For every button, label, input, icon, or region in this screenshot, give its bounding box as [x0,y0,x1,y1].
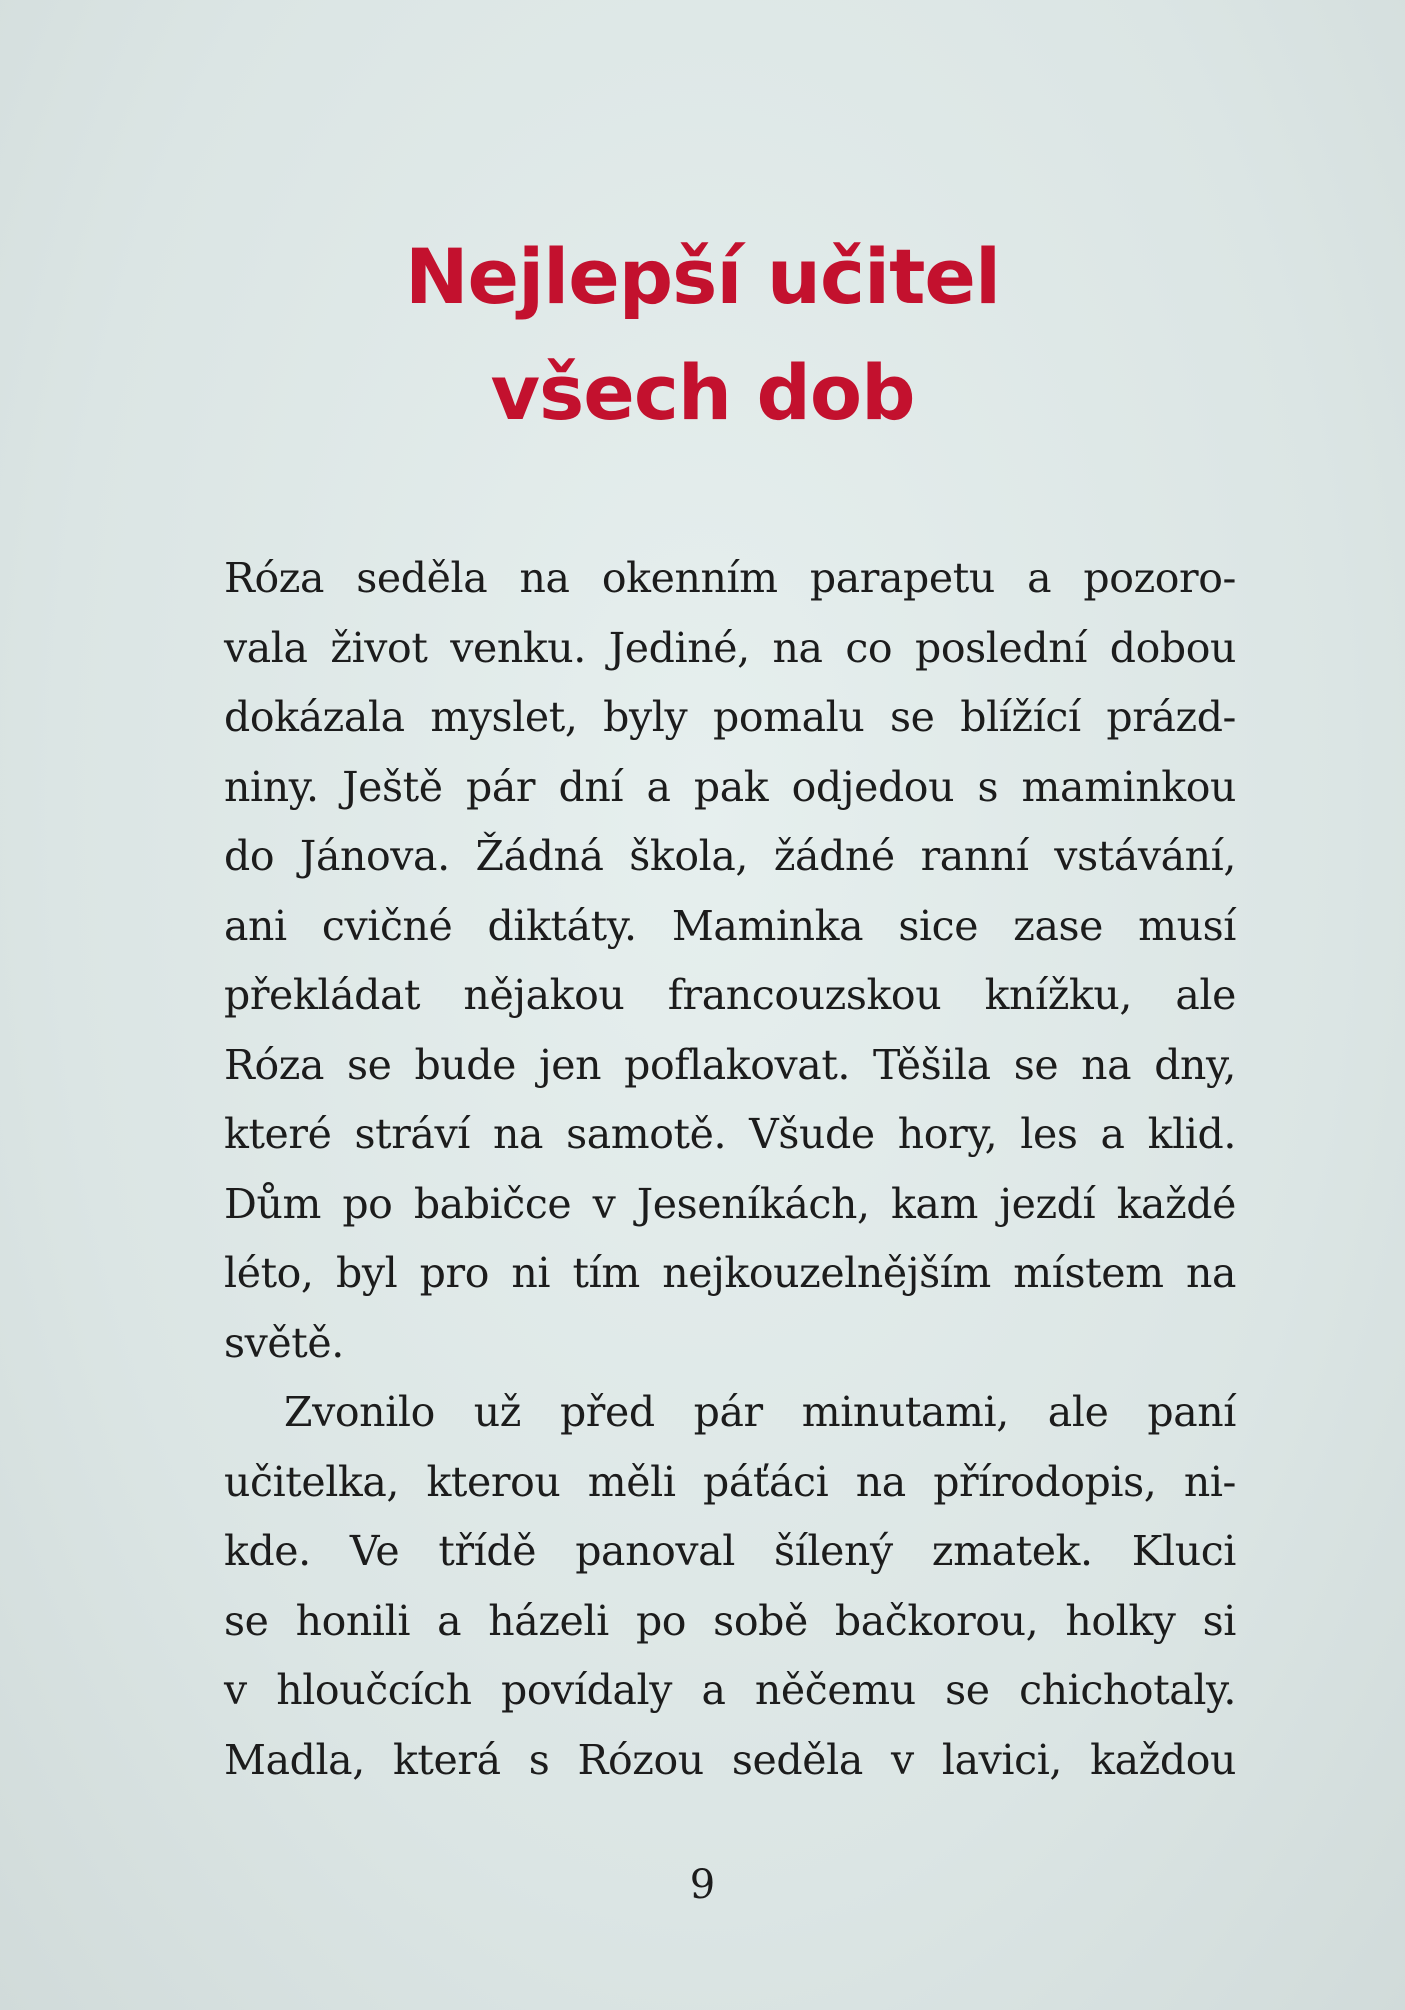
text-line: Róza se bude jen poflakovat. Těšila se na dny, [224,1040,1236,1089]
text-line: niny. Ještě pár dní a pak odjedou s maminkou [224,762,1236,811]
text-line: překládat nějakou francouzskou knížku, ale [224,971,1236,1019]
chapter-body [224,544,1236,1795]
text-line: kde. Ve třídě panoval šílený zmatek. Kluci [224,1527,1236,1575]
paragraph-2 [224,1378,1236,1795]
text-line: Dům po babičce v Jeseníkách, kam jezdí každé [224,1179,1236,1228]
text-line: které stráví na samotě. Všude hory, les a klid. [224,1110,1236,1158]
text-line: Róza seděla na okenním parapetu a pozoro- [224,554,1236,602]
chapter-title-line-1: Nejlepší učitel [404,231,1001,321]
text-line: do Jánova. Žádná škola, žádné ranní vstávání, [224,832,1236,880]
text-line: učitelka, kterou měli páťáci na přírodopis, ni- [224,1457,1236,1506]
text-line: se honili a házeli po sobě bačkorou, holky si [224,1596,1236,1645]
text-line: světě. [224,1318,344,1367]
text-line: Madla, která s Rózou seděla v lavici, každou [224,1735,1236,1784]
text-line: v hloučcích povídaly a něčemu se chichotaly. [224,1666,1236,1714]
text-line: Zvonilo už před pár minutami, ale paní [284,1388,1236,1436]
text-line: dokázala myslet, byly pomalu se blížící prázd- [224,693,1236,741]
text-line: léto, byl pro ni tím nejkouzelnějším místem na [224,1249,1236,1297]
chapter-title [0,219,1405,451]
text-line: ani cvičné diktáty. Maminka sice zase musí [224,901,1236,950]
paragraph-1 [224,544,1236,1378]
chapter-title-line-2: všech dob [490,347,915,437]
page-number: 9 [689,1862,716,1908]
text-line: vala život venku. Jediné, na co poslední dobou [224,623,1236,672]
